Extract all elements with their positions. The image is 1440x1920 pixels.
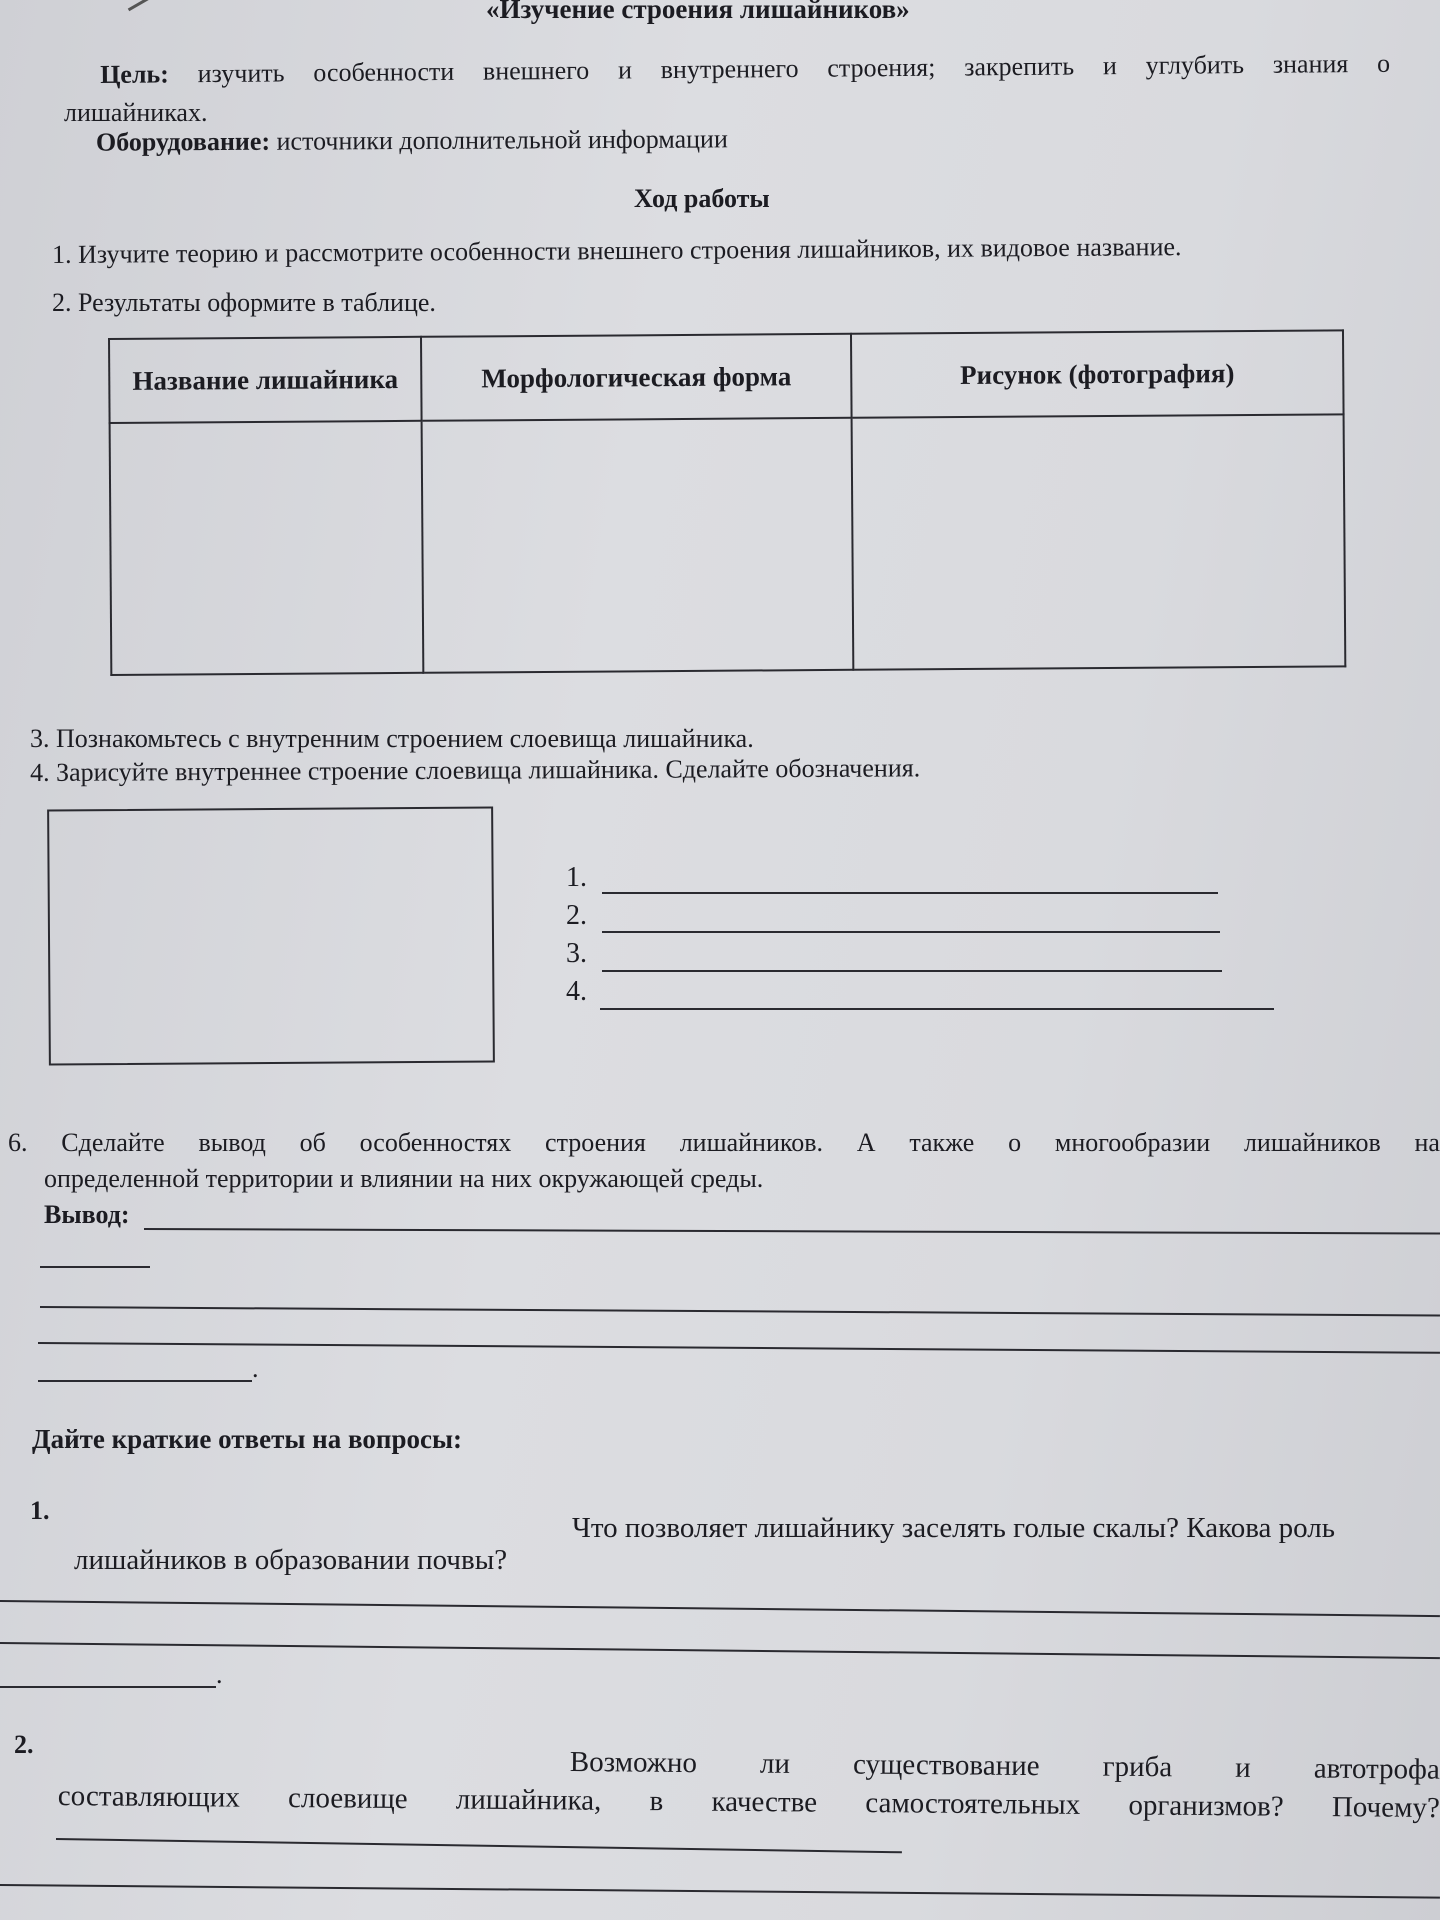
goal-line-1: [100, 49, 1390, 90]
equipment-label: Оборудование:: [95, 126, 271, 157]
step-6-word: 6.: [8, 1128, 28, 1157]
goal-line-2: лишайниках.: [64, 98, 208, 127]
question-2-number: 2.: [14, 1730, 34, 1759]
goal-word: особенности: [313, 56, 455, 88]
table-cell-form[interactable]: [422, 418, 854, 673]
question-2-word: и: [1235, 1751, 1251, 1784]
label-blank-4[interactable]: [600, 1008, 1274, 1010]
step-6-word: строения: [545, 1128, 646, 1157]
answer-1-blank-1[interactable]: [0, 1600, 1440, 1617]
answer-2-blank-1[interactable]: [56, 1838, 902, 1853]
step-3: 3. Познакомьтесь с внутренним строением слоевища лишайника.: [30, 724, 754, 753]
question-2-word: в: [649, 1785, 664, 1818]
goal-word: закрепить: [964, 51, 1075, 82]
question-2-word: автотрофа: [1313, 1752, 1440, 1786]
questions-heading: Дайте краткие ответы на вопросы:: [32, 1424, 463, 1454]
label-blank-1[interactable]: [602, 892, 1218, 894]
question-1-text-2: лишайников в образовании почвы?: [74, 1544, 508, 1576]
goal-word: внешнего: [482, 55, 590, 86]
question-2-word: организмов?: [1128, 1789, 1284, 1823]
conclusion-blank-5[interactable]: [38, 1380, 252, 1382]
step-6-word: лишайников.: [679, 1128, 823, 1157]
step-1: 1. Изучите теорию и рассмотрите особенности внешнего строения лишайников, их видовое название.: [52, 232, 1182, 269]
conclusion-blank-2[interactable]: [40, 1266, 150, 1268]
question-2-line-2: [58, 1780, 1440, 1825]
table-header-form: Морфологическая форма: [421, 334, 852, 421]
table-cell-picture[interactable]: [852, 414, 1346, 669]
step-6-word: о: [1008, 1128, 1022, 1157]
question-2-word: качестве: [711, 1785, 818, 1819]
goal-word: о: [1376, 48, 1391, 78]
step-6-line-2: определенной территории и влиянии на них окружающей среды.: [44, 1164, 764, 1193]
question-2-word: самостоятельных: [865, 1787, 1081, 1821]
label-number: 1.: [566, 862, 587, 893]
procedure-heading: Ход работы: [634, 184, 770, 213]
label-number: 4.: [566, 976, 587, 1007]
step-2: 2. Результаты оформите в таблице.: [52, 288, 436, 317]
question-2-word: лишайника,: [455, 1783, 602, 1817]
step-6-word: особенностях: [359, 1128, 512, 1157]
label-number: 2.: [566, 900, 587, 931]
results-table: [108, 329, 1346, 676]
question-2-word: Возможно: [569, 1746, 698, 1780]
question-2-word: существование: [852, 1748, 1040, 1783]
question-1-number: 1.: [30, 1496, 50, 1525]
goal-word: знания: [1272, 49, 1349, 79]
step-6-word: Сделайте: [61, 1128, 165, 1157]
step-6-word: об: [299, 1128, 326, 1157]
answer-2-blank-2[interactable]: [0, 1884, 1440, 1899]
goal-word: углубить: [1145, 50, 1245, 80]
conclusion-blank-4[interactable]: [38, 1342, 1440, 1354]
question-2-word: составляющих: [57, 1780, 241, 1814]
goal-word: внутреннего: [660, 53, 799, 85]
step-6-word: А: [856, 1128, 876, 1157]
table-cell-name[interactable]: [110, 421, 424, 675]
goal-word: изучить: [197, 58, 285, 89]
step-6-word: многообразии: [1054, 1128, 1211, 1157]
paper-mark: [128, 0, 162, 23]
question-2-word: слоевище: [287, 1782, 408, 1816]
conclusion-blank-1[interactable]: [144, 1228, 1440, 1235]
answer-1-period: .: [216, 1660, 223, 1689]
step-6-word: на: [1414, 1128, 1440, 1157]
step-6-line-1: [8, 1128, 1440, 1158]
question-2-word: ли: [759, 1747, 791, 1780]
question-2-line-1: [570, 1746, 1440, 1787]
label-number: 3.: [566, 938, 587, 969]
drawing-box[interactable]: [47, 806, 495, 1065]
equipment-line: [96, 124, 728, 157]
table-header-picture: Рисунок (фотография): [851, 330, 1344, 417]
conclusion-period: .: [252, 1354, 259, 1383]
table-header-name: Название лишайника: [109, 337, 422, 423]
equipment-text: источники дополнительной информации: [276, 124, 728, 156]
label-blank-3[interactable]: [602, 970, 1222, 972]
question-1-text: Что позволяет лишайнику заселять голые скалы? Какова роль: [572, 1512, 1335, 1544]
goal-word: и: [617, 55, 633, 85]
step-6-word: вывод: [198, 1128, 266, 1157]
step-6-word: лишайников: [1243, 1128, 1381, 1157]
worksheet-title: «Изучение строения лишайников»: [486, 0, 910, 24]
question-2-word: Почему?: [1331, 1791, 1440, 1825]
conclusion-blank-3[interactable]: [40, 1306, 1440, 1317]
step-4: 4. Зарисуйте внутреннее строение слоевища лишайника. Сделайте обозначения.: [30, 753, 921, 787]
step-6-word: также: [909, 1128, 975, 1157]
question-2-word: гриба: [1102, 1750, 1173, 1784]
goal-label: Цель:: [100, 59, 170, 89]
answer-1-blank-3[interactable]: [0, 1686, 216, 1688]
answer-1-blank-2[interactable]: [0, 1642, 1440, 1659]
label-blank-2[interactable]: [602, 931, 1220, 933]
goal-word: строения;: [827, 52, 936, 83]
conclusion-label: Вывод:: [44, 1200, 130, 1229]
goal-word: и: [1102, 51, 1117, 81]
